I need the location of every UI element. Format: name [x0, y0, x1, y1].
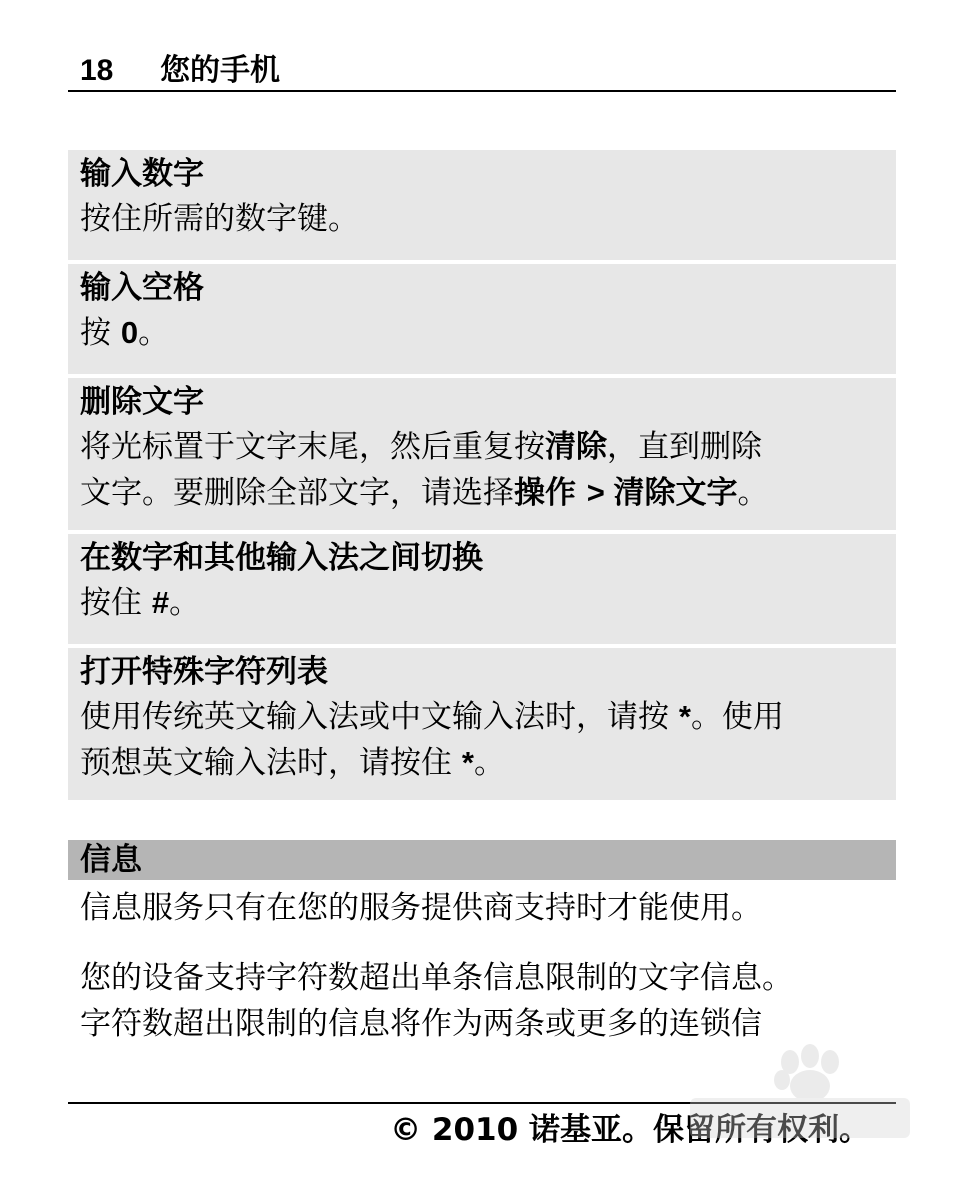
tip-title: 删除文字 — [80, 384, 204, 420]
paragraph-long-message-line-1: 您的设备支持字符数超出单条信息限制的文字信息。 — [80, 960, 793, 996]
tip-text-segment: 。 — [138, 315, 170, 351]
tip-text-line — [80, 580, 884, 626]
tip-text-segment: 文字。要删除全部文字，请选择 — [80, 475, 514, 511]
option-label: 操作 — [514, 475, 587, 511]
tip-text-segment: ，直到删除 — [607, 429, 762, 465]
tip-text-segment: 使用传统英文输入法或中文输入法时，请按 — [80, 699, 679, 735]
paragraph-availability: 信息服务只有在您的服务提供商支持时才能使用。 — [80, 890, 762, 926]
tip-text-line — [80, 470, 884, 516]
tip-text-line — [80, 424, 884, 470]
key-glyph: * — [678, 699, 691, 734]
key-glyph: 0 — [120, 315, 139, 350]
option-label: 清除 — [545, 429, 607, 465]
tip-text-segment: 预想英文输入法时，请按住 — [80, 745, 462, 781]
paw-watermark-icon — [690, 1040, 910, 1160]
tip-title: 输入数字 — [80, 156, 204, 192]
tips-list — [68, 150, 896, 804]
paragraph-long-message-line-2: 字符数超出限制的信息将作为两条或更多的连锁信 — [80, 1006, 762, 1042]
tip-box — [68, 534, 896, 644]
tip-text-segment: 。 — [169, 585, 201, 621]
key-glyph: > — [586, 475, 614, 510]
chapter-title: 您的手机 — [160, 53, 280, 88]
tip-text-line — [80, 196, 884, 242]
option-label: 清除文字 — [613, 475, 738, 511]
tip-box — [68, 648, 896, 800]
tip-text-segment: 。使用 — [690, 699, 784, 735]
page-header — [68, 50, 896, 92]
tip-box — [68, 378, 896, 530]
tip-text-segment: 按 — [80, 315, 121, 351]
page-number: 18 — [80, 54, 114, 87]
tip-title: 打开特殊字符列表 — [80, 654, 328, 690]
section-heading: 信息 — [68, 840, 896, 880]
tip-text-line — [80, 694, 884, 740]
tip-text-line — [80, 310, 884, 356]
tip-text-line — [80, 740, 884, 786]
tip-text-segment: 。 — [473, 745, 505, 781]
tip-title: 输入空格 — [80, 270, 204, 306]
tip-title: 在数字和其他输入法之间切换 — [80, 540, 483, 576]
tip-text-segment: 按住 — [80, 585, 152, 621]
key-glyph: * — [461, 745, 474, 780]
tip-text-segment: 。 — [737, 475, 769, 511]
key-glyph: # — [151, 585, 170, 620]
copyright-notice: © 2010 诺基亚。保留所有权利。 — [390, 1112, 870, 1148]
tip-text-segment: 将光标置于文字末尾，然后重复按 — [80, 429, 545, 465]
tip-text-segment: 按住所需的数字键。 — [80, 201, 359, 237]
tip-box — [68, 150, 896, 260]
tip-box — [68, 264, 896, 374]
